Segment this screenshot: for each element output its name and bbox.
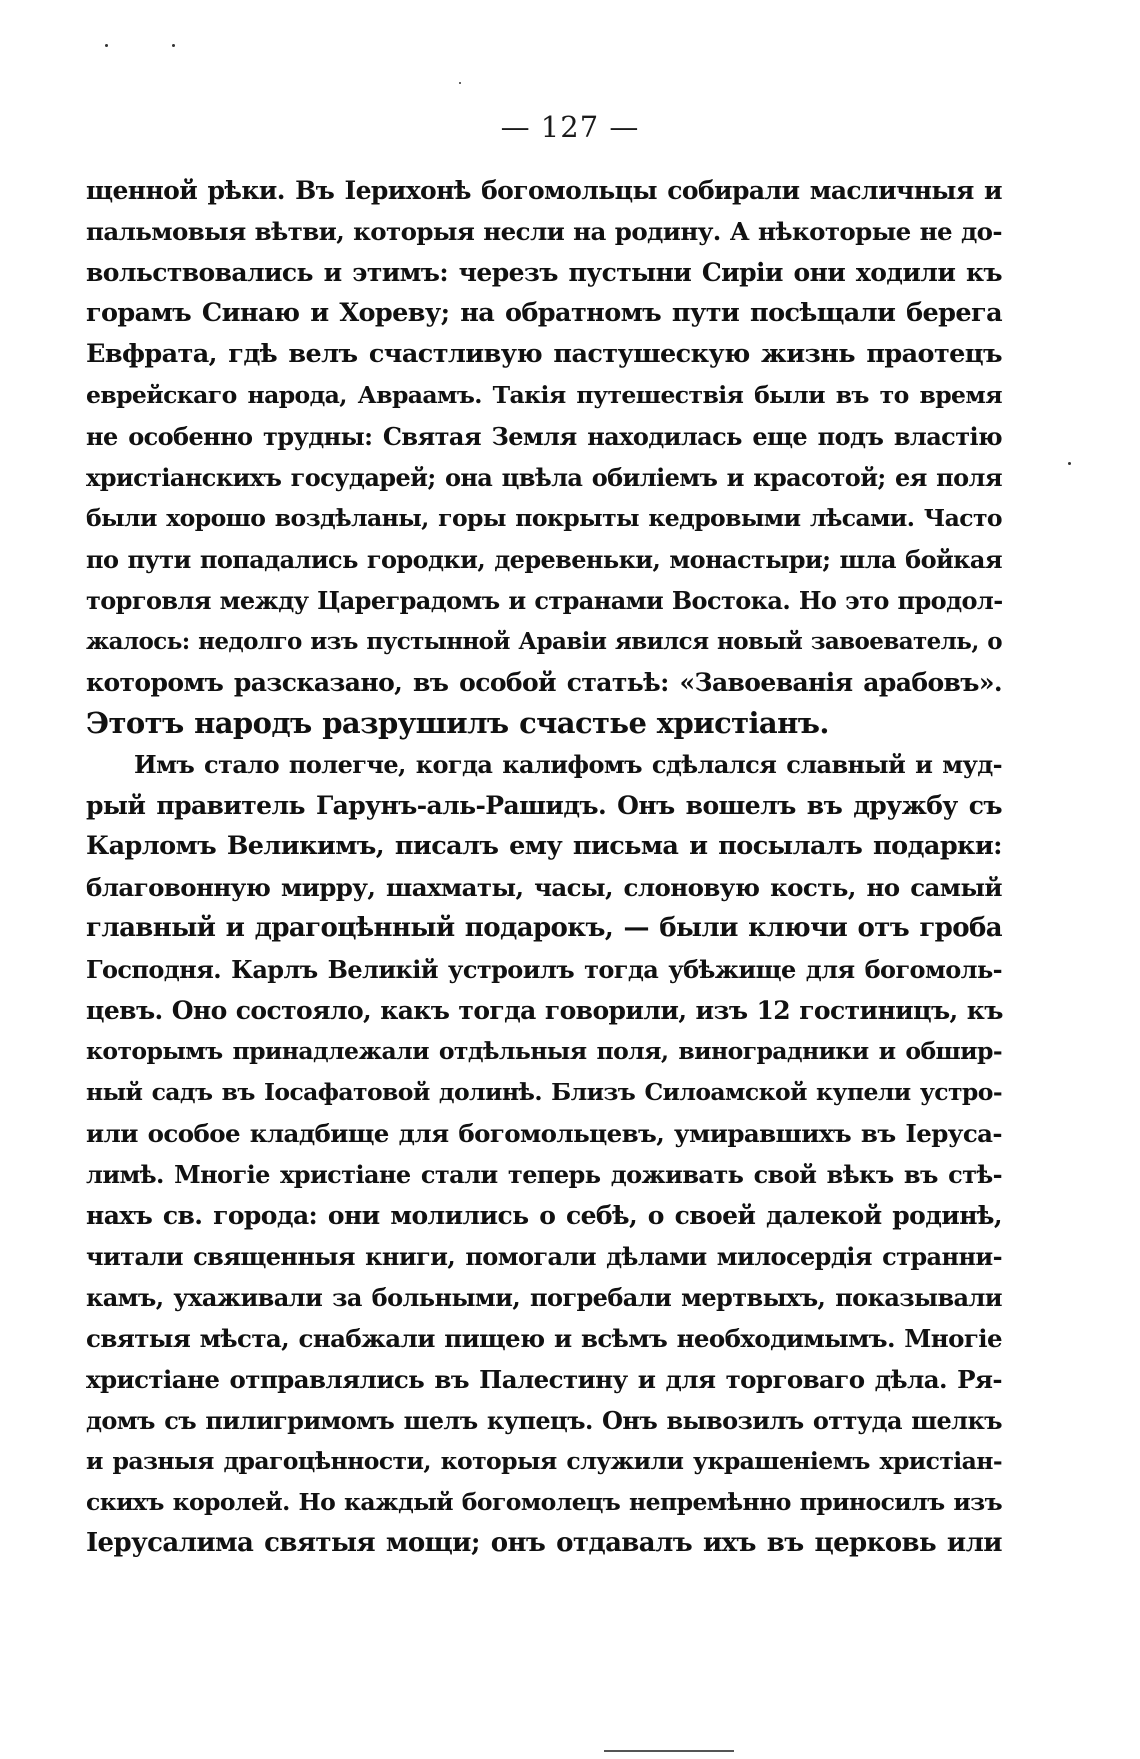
text-line: Имъ стало полегче, когда калифомъ сдѣлался славный и муд- bbox=[134, 750, 1002, 779]
text-line: нахъ св. города: они молились о себѣ, о своей далекой родинѣ, bbox=[86, 1201, 1002, 1230]
text-line: рый правитель Гарунъ-аль-Рашидъ. Онъ вошелъ въ дружбу съ bbox=[86, 791, 1002, 820]
text-line: которомъ разсказано, въ особой статьѣ: «Завоеванія арабовъ». bbox=[86, 668, 1002, 697]
text-line: горамъ Синаю и Хореву; на обратномъ пути посѣщали берега bbox=[86, 298, 1002, 328]
text-line: Этотъ народъ разрушилъ счастье христіанъ. bbox=[86, 706, 829, 740]
text-line: вольствовались и этимъ: черезъ пустыни Сиріи они ходили къ bbox=[86, 258, 1002, 287]
page-number: — 127 — bbox=[500, 110, 640, 144]
text-line: Евфрата, гдѣ велъ счастливую пастушескую жизнь праотецъ bbox=[86, 339, 1002, 369]
text-line: камъ, ухаживали за больными, погребали мертвыхъ, показывали bbox=[86, 1283, 1002, 1312]
body-text bbox=[86, 170, 1002, 1564]
text-line: домъ съ пилигримомъ шелъ купецъ. Онъ вывозилъ оттуда шелкъ bbox=[86, 1406, 1002, 1435]
text-line: Іерусалима святыя мощи; онъ отдавалъ ихъ въ церковь или bbox=[86, 1528, 1002, 1558]
text-line: христіанскихъ государей; она цвѣла обиліемъ и красотой; ея поля bbox=[86, 463, 1002, 492]
text-line: которымъ принадлежали отдѣльныя поля, виноградники и обшир- bbox=[86, 1037, 1002, 1065]
text-line: не особенно трудны: Святая Земля находилась еще подъ властію bbox=[86, 422, 1002, 451]
text-line: по пути попадались городки, деревеньки, монастыри; шла бойкая bbox=[86, 545, 1002, 574]
text-line: ный садъ въ Іосафатовой долинѣ. Близъ Силоамской купели устро- bbox=[86, 1078, 1002, 1106]
paragraph-1 bbox=[86, 170, 1002, 744]
scan-edge-rule bbox=[604, 1750, 734, 1752]
text-line: читали священныя книги, помогали дѣлами милосердія странни- bbox=[86, 1242, 1002, 1271]
paragraph-2 bbox=[86, 744, 1002, 1564]
text-line: лимѣ. Многіе христіане стали теперь доживать свой вѣкъ въ стѣ- bbox=[86, 1160, 1002, 1189]
text-line: святыя мѣста, снабжали пищею и всѣмъ необходимымъ. Многіе bbox=[86, 1324, 1002, 1353]
text-line: пальмовыя вѣтви, которыя несли на родину. А нѣкоторые не до- bbox=[86, 217, 1002, 246]
text-line: христіане отправлялись въ Палестину и для торговаго дѣла. Ря- bbox=[86, 1365, 1002, 1394]
print-speck bbox=[1068, 462, 1071, 465]
text-line: цевъ. Оно состояло, какъ тогда говорили, изъ 12 гостиницъ, къ bbox=[86, 996, 1003, 1025]
text-line: торговля между Цареградомъ и странами Востока. Но это продол- bbox=[86, 586, 1003, 615]
text-line: благовонную мирру, шахматы, часы, слоновую кость, но самый bbox=[86, 873, 1002, 902]
text-line: были хорошо воздѣланы, горы покрыты кедровыми лѣсами. Часто bbox=[86, 504, 1002, 532]
text-line: или особое кладбище для богомольцевъ, умиравшихъ въ Іеруса- bbox=[86, 1119, 1002, 1148]
text-line: еврейскаго народа, Авраамъ. Такія путешествія были въ то время bbox=[86, 381, 1002, 409]
text-line: Господня. Карлъ Великій устроилъ тогда убѣжище для богомоль- bbox=[86, 955, 1002, 984]
text-line: скихъ королей. Но каждый богомолецъ непремѣнно приносилъ изъ bbox=[86, 1488, 1002, 1516]
print-speck bbox=[105, 44, 108, 47]
text-line: и разныя драгоцѣнности, которыя служили украшеніемъ христіан- bbox=[86, 1447, 1002, 1475]
print-speck bbox=[172, 44, 175, 47]
text-line: жалось: недолго изъ пустынной Аравіи явился новый завоеватель, о bbox=[86, 628, 1002, 655]
text-line: главный и драгоцѣнный подарокъ, — были ключи отъ гроба bbox=[86, 913, 1002, 943]
text-line: щенной рѣки. Въ Іерихонѣ богомольцы собирали масличныя и bbox=[86, 176, 1002, 205]
print-speck bbox=[459, 82, 461, 84]
text-line: Карломъ Великимъ, писалъ ему письма и посылалъ подарки: bbox=[86, 831, 1002, 861]
